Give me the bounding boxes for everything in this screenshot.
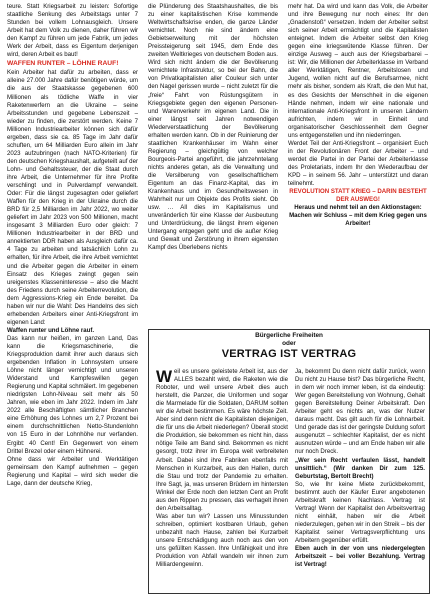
body-paragraph: die Plünderung des Staatshaushaltes, die bis zu einer kapitalistischen Krise kommende Weltwirtschaftskrise enden, die ganze Länder vernichtet. Noch nie sind ändern eine Gebietserweitung mit der höchsten Preissteigerung seit 1945, dem Ende des zweiten Weltkrieges von deutschem Boden aus. Wird sich nicht ändern die der Bevölkerung vernichtete Infrastruktur, so bei der Bahn, die von Privatkapitalisten aller Couleur sich unter den Nagel gerissen wurde – nicht zuletzt für die „freie“ Fahrt von Rüstungsgütern in Kriegsgebiete gegen den eigenen Personen- und Warenverkehr im eigenen Land. Die in einer längst seit Jahren notwendigen Wiederverstaatlichung der Bevölkerung erhalten werden kann. Ob in der Ruinierung der staatlichen Krankenhäuser im Wahn einer Regierung – gleichgültig von welcher Bourgeois-Partei angeführt, die jahrzehntelang nichts anderes getan, als die Verwaltung und die Versilberung von gesellschaftlichem Eigentum an das Finanz-Kapital, das im Krankenhaus und im Gesundheitswesen in Wahrheit nur um Objekte des Profits sieht. Ob usw. … All dies im Kapitalismus und unveränderlich für eine Klasse der Ausbeutung und Unterdrückung, die längst ihrem eigenen Untergang entgegen geht und die außer Krieg und Gewalt und Zerstörung in ihrem eigensten Kampf des Überlebens nichts — [148, 3, 278, 252]
body-paragraph: Kein Arbeiter hat dafür zu arbeiten, dass er alleine 27.000 Jahre dafür benötigen würde, um die aus der Staatskasse gegebenen 600 Millionen als tödliche Waffe in vier Raketenwerfern an die Ukraine – seine Arbeitsstunden und gegebene Lebenszeit – wieder zu finden, die zerstört werden. Keine 7 Millionen Industriearbeiter können sich dafür ergeben, dass sie ca. 85 Tage im Jahr dafür schuften, um 64 Milliarden Euro allein im Jahr 2023 aufzubringen (nach NATO-Kriterien) für den deutschen Kriegshaushalt, aufgeteilt auf der Lohn- und Gehaltssteuer, der die Staat durch ihre Arbeit, die Unternehmer für ihre Profite verschlingt und in Pulverdampf verwandelt. Oder: Für die längst zugesagten oder geliefert Waffen für den Krieg in der Ukraine durch die BRD für 2,5 Milliarden im Jahr 2022, wo weiter geliefert im Jahr 2023 von 500 Millionen, macht insgesamt 3 Milliarden Euro oder gleich: 7 Millionen Industriearbeiter in der BRD und annektierten DDR haben als Ausgleich dafür ca. 4 Tage zu arbeiten und tatsächlich Lohn zu erhalten, für ihre Arbeit, die ihre Arbeit vernichtet und die Arbeiter gegen die Arbeiter in einem Einsatz des Krieges zwingt gegen sein ureigenstes Klasseninteresse – also die Macht des Friedens durch seine Arbeiterrevolution, die dem Aggressions-Krieg ein Ende bereitet. Da haben wir nur die Wahl: Des Handelns des sich erhebenden Arbeiters einer Anti-Kriegsfront im eigenen Land: — [7, 69, 138, 326]
brecht-quote: „Wer sein Recht verfaulen lässt, handelt unsittlich.“ (Wir danken Dir zum 125. Geburtstag, Bertolt Brecht) — [295, 456, 425, 480]
box-title: VERTRAG IST VERTRAG — [221, 348, 357, 360]
box-paragraph — [156, 368, 288, 513]
article-column-1 — [7, 3, 138, 488]
box-column-left — [156, 368, 288, 569]
box-left-text: eil es unsere geleistete Arbeit ist, aus der ALLES bezahlt wird, die Raketen wie die Roboter, und weil unsere Arbeit dies auch herstellt, die Panzer, die Uniformen und sogar die Marmelade für die Soldaten, DARUM sollten wir die Arbeit bestimmen. Es wäre höchste Zeit. Aber sind denn nicht die Kapitalisten diejenigen, die für uns die Arbeit niederlegen? Überall stockt die Produktion, sie bekommen es nicht hin, dass nötige Teile am Band sind. Bekommen es nicht gesorgt, trotz ihrer im Europa weit verbreiteten Arbeit. Dabei sind ihre Fabriken ebenfalls mit Menschen in Kurzarbeit, aus den Hallen, durch die Stau und trotz der Pandemie zu erhalten. Ihre Sagt, ja, was unseren Brüdern im hintersten Winkel der Erde noch den letzten Cent an Profit aus den Rippen zu pressen, das verhagelt ihnen den Arbeitsalltag. — [156, 368, 288, 512]
revolution-slogan: REVOLUTION STATT KRIEG – DARIN BESTEHT DER AUSWEG! — [289, 188, 427, 204]
article-column-3 — [288, 3, 428, 228]
box-right-text: Ja, bekommt Du denn nicht dafür zurück, wenn Du nicht zu Hause bist? Das bürgerliche Recht, in dem wir noch immer leben, ist da eindeutig: Wer gegen Bereitstellung von Wohnung, Gehalt gegen Bereitstellung Deiner Arbeitskraft. Den Arbeiter geht es nichts an, was der Nutzer daraus macht. Das gilt auch für die Lohnarbeit. Und gerade das ist der geringste Duldung sofort ausgenutzt – schlechter Kapitalist, der es nicht ausnutzen würde – und am Ende haben wir alle nur noch Dreck. — [295, 368, 425, 456]
body-paragraph-2: Das kann nur heißen, im ganzen Land, Das kann die Kriegsmaschinerie, die Kriegsproduktion damit ihrer auch daraus sich ergebenden Inflation in Lohnsystem unsere Löhne nicht länger vernichtigt und unseren Widerstand und Kampfeswillen gegen Regierung und Kapital schmälert. Im gegebenen niedrigsten Lohn-Niveau seit mehr als 50 Jahren, wie eben im Jahr 2022. Indem im Jahr 2022 alle Beschäftigten sämtlicher Branchen eine Erhöhung des Lohnes um 2,7 Prozent bei einem durchschnittlichen Netto-Stundenlohn von 15 Euro in der Lohnhöhe nur verfanden. Ergibt: 40 Cent! Ein Gegenwert von einem Drittel Brezel oder einem Hühnerei. — [7, 334, 138, 455]
section-heading: WAFFEN RUNTER – LÖHNE RAUF! — [7, 60, 119, 68]
box-oder: oder — [282, 340, 296, 347]
box-header — [149, 332, 429, 360]
box-left-text-2: Was aber tun wir? Lassen uns Minusstunden schreiben, optimiert kostbaren Urlaub, gehen unbezahlt nach Hause, zahlen bei Kurzarbeit unsere Entschädigung auch noch aus den von uns gefüllten Kassen. Ihre Unfähigkeit und ihre Produktion von Abfall wandeln wir ihnen zum Milliardengewinn. — [156, 512, 288, 569]
box-closing: Eben auch in der von uns niedergelegten Arbeitszeit – bei voller Bezahlung. Vertrag ist Vertrag! — [295, 545, 425, 569]
body-paragraph-2: Werdet Teil der Anti-Kriegsfront – organisiert Euch in der Revolutionären Front der Arbeiter – und werdet die Partei in der Partei der Arbeiterklasse des Proletariats, indem Ihr den Wiederaufbau der KPD – in seinem 56. Jahr – unterstützt und daran teilnehmt. — [288, 139, 428, 188]
call-to-action: Heraus und nehmt teil an den Aktionstagen: Machen wir Schluss – mit dem Krieg gegen uns Arbeiter! — [289, 204, 427, 228]
box-right-text-2: So, wie Ihr keine Miete zurückbekommt, bestimmt auch der Käufer Eurer angebotenen Arbeitskraft keinen Nachlass. Vertrag ist Vertrag! Wenn der Kapitalist den Arbeitsvertrag nicht einhält, haben wir die Arbeit niederzulegen, gehen wir in den Streik – bis der Kapitalist seiner Vertragsverpflichtung uns Arbeitern gegenüber erfüllt. — [295, 480, 425, 544]
slogan-line: Waffen runter und Löhne rauf. — [7, 326, 95, 334]
article-column-2 — [148, 3, 278, 252]
body-paragraph: mehr hat. Da wird und kann das Volk, die Arbeiter und ihre Bewegung nur noch eines: Ihr den „Gnadenstoß“ versetzen. Indem der Arbeiter selbst sich seiner Arbeit ermächtigt und die Kapitalisten enteignet. Indem die Arbeiter selbst den Krieg gegen eine kriegswütende Klasse führen. Der einzige Ausweg – auch aus der Kriegsbarbarei – ist: Wir, die Millionen der Arbeiterklasse im Verband aller Werktätigen, Rentner, Arbeitslosen und Jugend, wollen nicht auf die Berufsarmee, nicht mehr als bisher, sondern als Kraft, die den Mut hat, es des Gesichts der Menschheit in die eigenen Hände nehmen, indem wir eine nationale und internationale Anti-Kriegsfront in unseren Ländern aufrichten, indem wir in Einheit und organisatorischer Geschlossenheit dem Gegner uns entgegenstellen und ihn niederringen. — [288, 3, 428, 139]
box-column-right — [295, 368, 425, 569]
intro-paragraph: teure. Statt Kriegsarbeit zu leisten: Sofortige staatliche Senkung des Arbeitstags unter 7 Stunden bei vollem Lohnausgleich. Unsere Arbeit hat dem Volk zu dienen, daher führen wir den Kampf zu führen um jede Fabrik, um jedes Werk der Arbeit, dass es Eigentum derjenigen wird, deren Arbeit es baut! — [7, 3, 138, 59]
box-kicker: Bürgerliche Freiheiten — [255, 332, 323, 339]
drop-cap: W — [156, 367, 173, 386]
body-paragraph-3: Ohne dass wir Arbeiter und Werktätigen gemeinsam den Kampf aufnehmen – gegen Regierung und Kapital – wird sich weder die Lage, dann der deutsche Krieg, — [7, 455, 138, 487]
boxed-article — [148, 329, 430, 594]
